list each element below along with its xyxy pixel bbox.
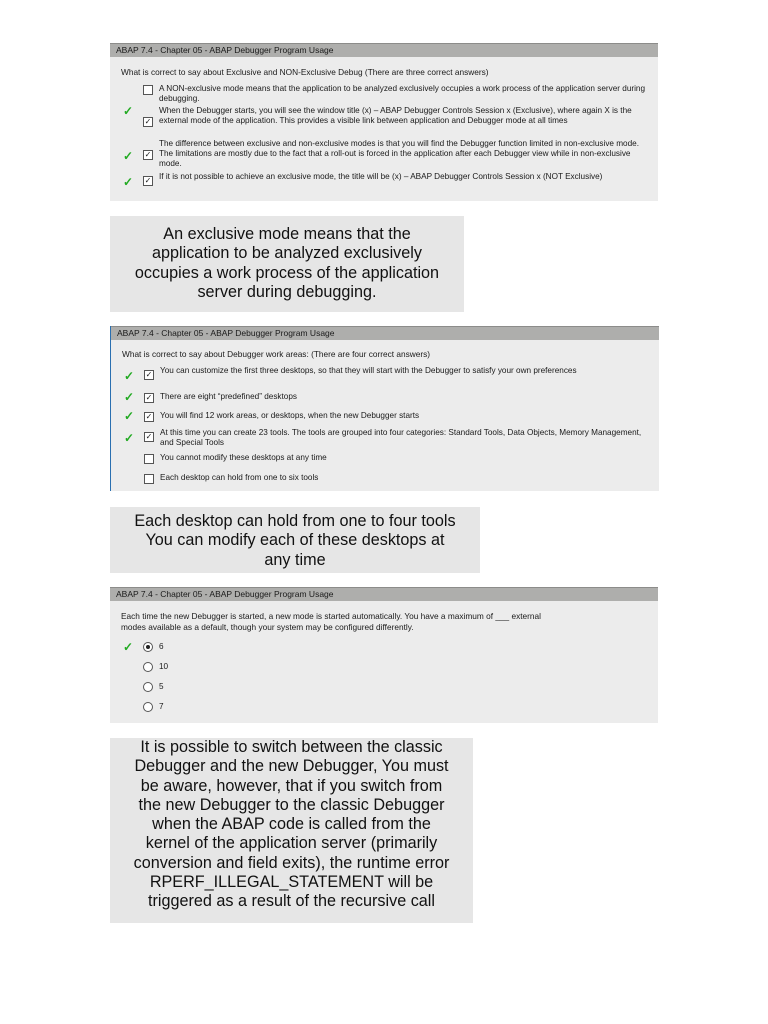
note-line: conversion and field exits), the runtime error — [133, 853, 450, 872]
note-line: Debugger and the new Debugger, You must — [134, 757, 449, 776]
radio-selected[interactable] — [143, 642, 153, 652]
answer-text: 10 — [159, 662, 169, 671]
checkbox-checked[interactable]: ✓ — [144, 150, 152, 159]
answer-text: A NON-exclusive mode means that the application to be analyzed exclusively occupies a work process of the application server during debugging. — [159, 84, 646, 103]
answer-option[interactable] — [123, 640, 650, 654]
checkbox-checked[interactable]: ✓ — [145, 393, 153, 402]
answer-option[interactable] — [123, 172, 650, 189]
radio-unselected[interactable] — [143, 702, 153, 712]
checkbox-checked[interactable]: ✓ — [144, 117, 152, 126]
answer-text: You cannot modify these desktops at any time — [160, 453, 327, 462]
checkbox-unchecked[interactable] — [144, 454, 154, 464]
note-line: You can modify each of these desktops at — [145, 531, 445, 550]
question-text: What is correct to say about Debugger work areas: (There are four correct answers) — [122, 349, 431, 359]
answer-text: You can customize the first three desktops, so that they will start with the Debugger to satisfy your own preferences — [160, 366, 577, 375]
answer-option[interactable] — [124, 428, 651, 448]
correct-check-icon: ✓ — [123, 104, 134, 118]
checkbox-checked[interactable]: ✓ — [145, 432, 153, 441]
note-line: Each desktop can hold from one to four tools — [134, 512, 456, 530]
radio-unselected[interactable] — [143, 662, 153, 672]
answer-option[interactable] — [124, 409, 651, 423]
checkbox-checked[interactable]: ✓ — [145, 412, 153, 421]
answer-text: 6 — [159, 642, 164, 651]
correct-check-icon: ✓ — [124, 369, 135, 383]
answer-text: 7 — [159, 702, 164, 711]
answer-option[interactable] — [146, 682, 650, 692]
panel-header: ABAP 7.4 - Chapter 05 - ABAP Debugger Program Usage — [111, 326, 659, 340]
answer-option[interactable] — [146, 84, 650, 104]
checkbox-checked[interactable]: ✓ — [144, 176, 152, 185]
answer-text: You will find 12 work areas, or desktops, when the new Debugger starts — [160, 411, 420, 420]
note-line: server during debugging. — [197, 282, 377, 301]
note-line: be aware, however, that if you switch from — [140, 776, 443, 795]
question-text: What is correct to say about Exclusive and NON-Exclusive Debug (There are three correct answers) — [121, 67, 489, 77]
question-text: modes available as a default, though your system may be configured differently. — [121, 622, 414, 632]
answer-option[interactable] — [124, 390, 651, 404]
correct-check-icon: ✓ — [123, 149, 134, 163]
explanation-note — [110, 216, 464, 312]
answer-option[interactable] — [123, 139, 650, 169]
correct-check-icon: ✓ — [124, 390, 135, 404]
answer-text: The difference between exclusive and non-exclusive modes is that you will find the Debugger function limited in non-exclusive mode. The limitations are mostly due to the fact that a roll-out is forced in the application after each Debugger view while in non-exclusive mode. — [159, 139, 639, 168]
panel-header: ABAP 7.4 - Chapter 05 - ABAP Debugger Program Usage — [110, 587, 658, 601]
note-line: occupies a work process of the application — [134, 263, 440, 282]
note-line: An exclusive mode means that the — [163, 225, 411, 243]
correct-check-icon: ✓ — [124, 409, 135, 423]
note-line: triggered as a result of the recursive call — [147, 892, 435, 911]
explanation-note — [110, 507, 480, 573]
quiz-panel-external-modes — [110, 587, 658, 723]
note-line: kernel of the application server (primarily — [145, 834, 438, 853]
correct-check-icon: ✓ — [123, 175, 134, 189]
answer-text: When the Debugger starts, you will see the window title (x) – ABAP Debugger Controls Session x (Exclusive), where again X is the external mode of the application. This provides a visible link between application and Debugger mode at all times — [159, 106, 632, 125]
answer-text: Each desktop can hold from one to six tools — [160, 473, 319, 482]
note-line: application to be analyzed exclusively — [152, 244, 422, 263]
panel-header: ABAP 7.4 - Chapter 05 - ABAP Debugger Program Usage — [110, 43, 658, 57]
answer-text: If it is not possible to achieve an exclusive mode, the title will be (x) – ABAP Debugger Controls Session x (NOT Exclusive) — [159, 172, 603, 181]
explanation-note — [110, 738, 473, 923]
answer-text: At this time you can create 23 tools. The tools are grouped into four categories: Standard Tools, Data Objects, Memory Management, and Special Tools — [160, 428, 642, 447]
checkbox-unchecked[interactable] — [143, 85, 153, 95]
correct-check-icon: ✓ — [124, 431, 135, 445]
note-line: any time — [264, 550, 326, 569]
answer-option[interactable] — [123, 104, 650, 126]
answer-text: 5 — [159, 682, 164, 691]
answer-option[interactable] — [146, 662, 650, 672]
question-text: Each time the new Debugger is started, a new mode is started automatically. You have a maximum of ___ external — [121, 611, 541, 621]
answer-option[interactable] — [146, 702, 650, 712]
note-line: It is possible to switch between the classic — [140, 738, 443, 756]
quiz-panel-exclusive-mode — [110, 43, 658, 201]
answer-option[interactable] — [124, 366, 651, 383]
radio-unselected[interactable] — [143, 682, 153, 692]
quiz-panel-work-areas — [110, 326, 659, 491]
note-line: the new Debugger to the classic Debugger — [138, 795, 445, 814]
answer-option[interactable] — [147, 453, 651, 463]
answer-text: There are eight “predefined” desktops — [160, 392, 297, 401]
note-line: when the ABAP code is called from the — [152, 815, 431, 834]
correct-check-icon: ✓ — [123, 640, 134, 654]
checkbox-unchecked[interactable] — [144, 474, 154, 484]
note-line: RPERF_ILLEGAL_STATEMENT will be — [149, 873, 434, 892]
checkbox-checked[interactable]: ✓ — [145, 370, 153, 379]
answer-option[interactable] — [147, 473, 651, 483]
